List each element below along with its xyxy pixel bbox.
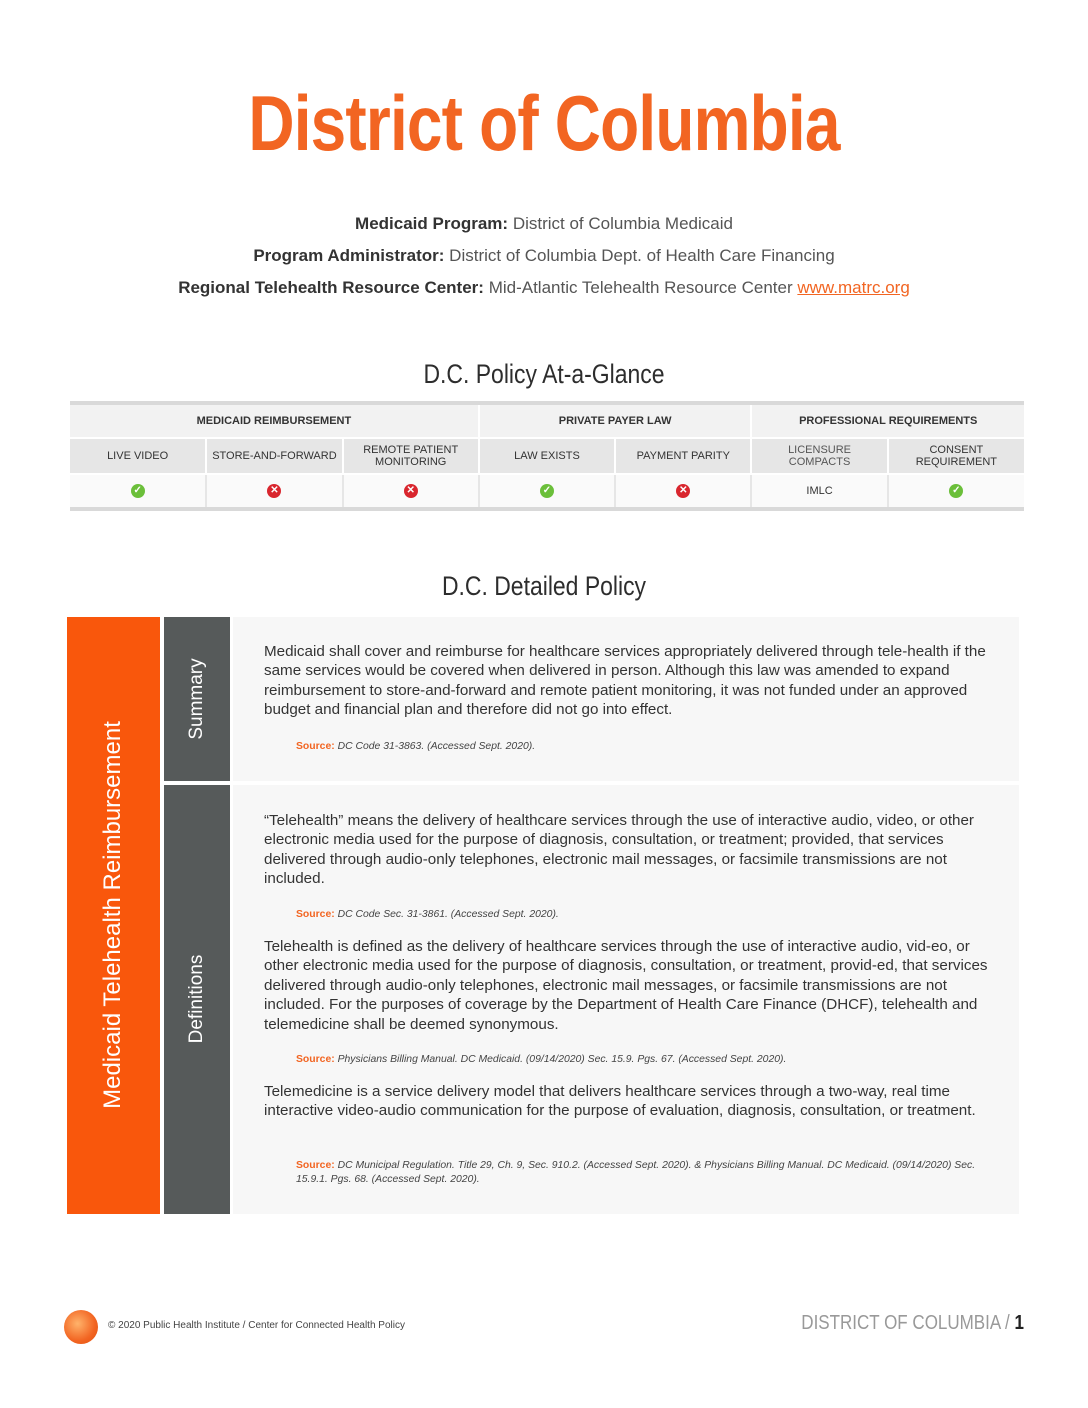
summary-source xyxy=(296,740,976,754)
x-icon: ✕ xyxy=(404,484,418,498)
source-label: Source: xyxy=(296,741,335,752)
definitions-tab-label: Definitions xyxy=(186,954,207,1044)
footer-separator: / xyxy=(1005,1312,1010,1334)
footer-state-name: DISTRICT OF COLUMBIA xyxy=(801,1312,1001,1334)
definition-source xyxy=(296,1159,976,1186)
source-label: Source: xyxy=(296,1160,335,1171)
column-header: LIVE VIDEO xyxy=(70,438,206,474)
summary-text: Medicaid shall cover and reimburse for healthcare services appropriately delivered through tele-health if the same services would be covered when delivered in person. Although this law was amended to expand reimbursement to store-and-forward and remote patient monitoring, it was not funded under an approved budget and financial plan and therefore did not go into effect. xyxy=(264,643,986,719)
x-icon: ✕ xyxy=(676,484,690,498)
footer-copyright: © 2020 Public Health Institute / Center for Connected Health Policy xyxy=(108,1320,405,1331)
column-header: PAYMENT PARITY xyxy=(615,438,751,474)
status-cell xyxy=(206,474,342,509)
check-icon: ✓ xyxy=(540,484,554,498)
page-number: 1 xyxy=(1014,1312,1024,1334)
status-cell xyxy=(70,474,206,509)
glance-heading: D.C. Policy At-a-Glance xyxy=(423,359,665,389)
definition-text: “Telehealth” means the delivery of healthcare services through the use of interactive audio, video, or other electronic media used for the purpose of diagnosis, consultation, or treatment; provided, that services delivered through audio-only telephones, electronic mail messages, or facsimile transmissions are not included. xyxy=(264,812,974,888)
source-label: Source: xyxy=(296,1054,335,1065)
program-administrator-line xyxy=(0,246,1088,266)
summary-tab-label: Summary xyxy=(186,658,207,740)
resource-center-label: Regional Telehealth Resource Center: xyxy=(178,278,484,297)
definition-source xyxy=(296,1053,976,1067)
category-label: Medicaid Telehealth Reimbursement xyxy=(99,721,126,1109)
program-administrator-value: District of Columbia Dept. of Health Care Financing xyxy=(449,246,835,265)
program-administrator-label: Program Administrator: xyxy=(253,246,445,265)
medicaid-program-label: Medicaid Program: xyxy=(355,214,509,233)
resource-center-line xyxy=(0,278,1088,298)
footer-page-label xyxy=(801,1312,1024,1335)
source-text: DC Code Sec. 31-3861. (Accessed Sept. 2020). xyxy=(337,909,559,920)
policy-glance-table xyxy=(70,401,1024,511)
medicaid-program-value: District of Columbia Medicaid xyxy=(512,214,733,233)
page-title: District of Columbia xyxy=(248,79,840,167)
column-header: CONSENT REQUIREMENT xyxy=(888,438,1024,474)
cchp-logo-icon xyxy=(64,1310,98,1344)
group-header: PRIVATE PAYER LAW xyxy=(479,403,752,438)
medicaid-program-line xyxy=(0,214,1088,234)
group-header: PROFESSIONAL REQUIREMENTS xyxy=(751,403,1024,438)
column-header: REMOTE PATIENT MONITORING xyxy=(343,438,479,474)
status-cell xyxy=(888,474,1024,509)
resource-center-value: Mid-Atlantic Telehealth Resource Center xyxy=(488,278,793,297)
status-cell xyxy=(343,474,479,509)
check-icon: ✓ xyxy=(949,484,963,498)
group-header: MEDICAID REIMBURSEMENT xyxy=(70,403,479,438)
resource-center-link[interactable]: www.matrc.org xyxy=(797,278,910,297)
check-icon: ✓ xyxy=(131,484,145,498)
status-cell xyxy=(615,474,751,509)
column-header: LAW EXISTS xyxy=(479,438,615,474)
column-header: STORE-AND-FORWARD xyxy=(206,438,342,474)
detailed-heading: D.C. Detailed Policy xyxy=(441,571,647,601)
definition-text: Telemedicine is a service delivery model that delivers healthcare services through a two-way, real time interactive video-audio communication for the purpose of evaluation, diagnosis, consultation, or treatment. xyxy=(264,1083,976,1120)
definition-source xyxy=(296,908,976,922)
column-header: LICENSURE COMPACTS xyxy=(751,438,887,474)
definition-text: Telehealth is defined as the delivery of healthcare services through the use of interactive audio, vid-eo, or other electronic media used for the purpose of diagnosis, consultation, or treatment, provid-ed, that services delivered through audio-only telephones, electronic mail messages, or facsimile transmissions are not included. For the purposes of coverage by the Department of Health Care Finance (DHCF), telehealth and telemedicine shall be deemed synonymous. xyxy=(264,938,988,1033)
source-text: Physicians Billing Manual. DC Medicaid. (09/14/2020) Sec. 15.9. Pgs. 67. (Accessed Sept. 2020). xyxy=(337,1054,787,1065)
status-cell xyxy=(479,474,615,509)
source-text: DC Code 31-3863. (Accessed Sept. 2020). xyxy=(337,741,536,752)
source-label: Source: xyxy=(296,909,335,920)
x-icon: ✕ xyxy=(267,484,281,498)
licensure-compacts-value: IMLC xyxy=(751,474,887,509)
source-text: DC Municipal Regulation. Title 29, Ch. 9, Sec. 910.2. (Accessed Sept. 2020). & Physicians Billing Manual. DC Medicaid. (09/14/2020) Sec. 15.9.1. Pgs. 68. (Accessed Sept. 2020). xyxy=(296,1160,976,1185)
